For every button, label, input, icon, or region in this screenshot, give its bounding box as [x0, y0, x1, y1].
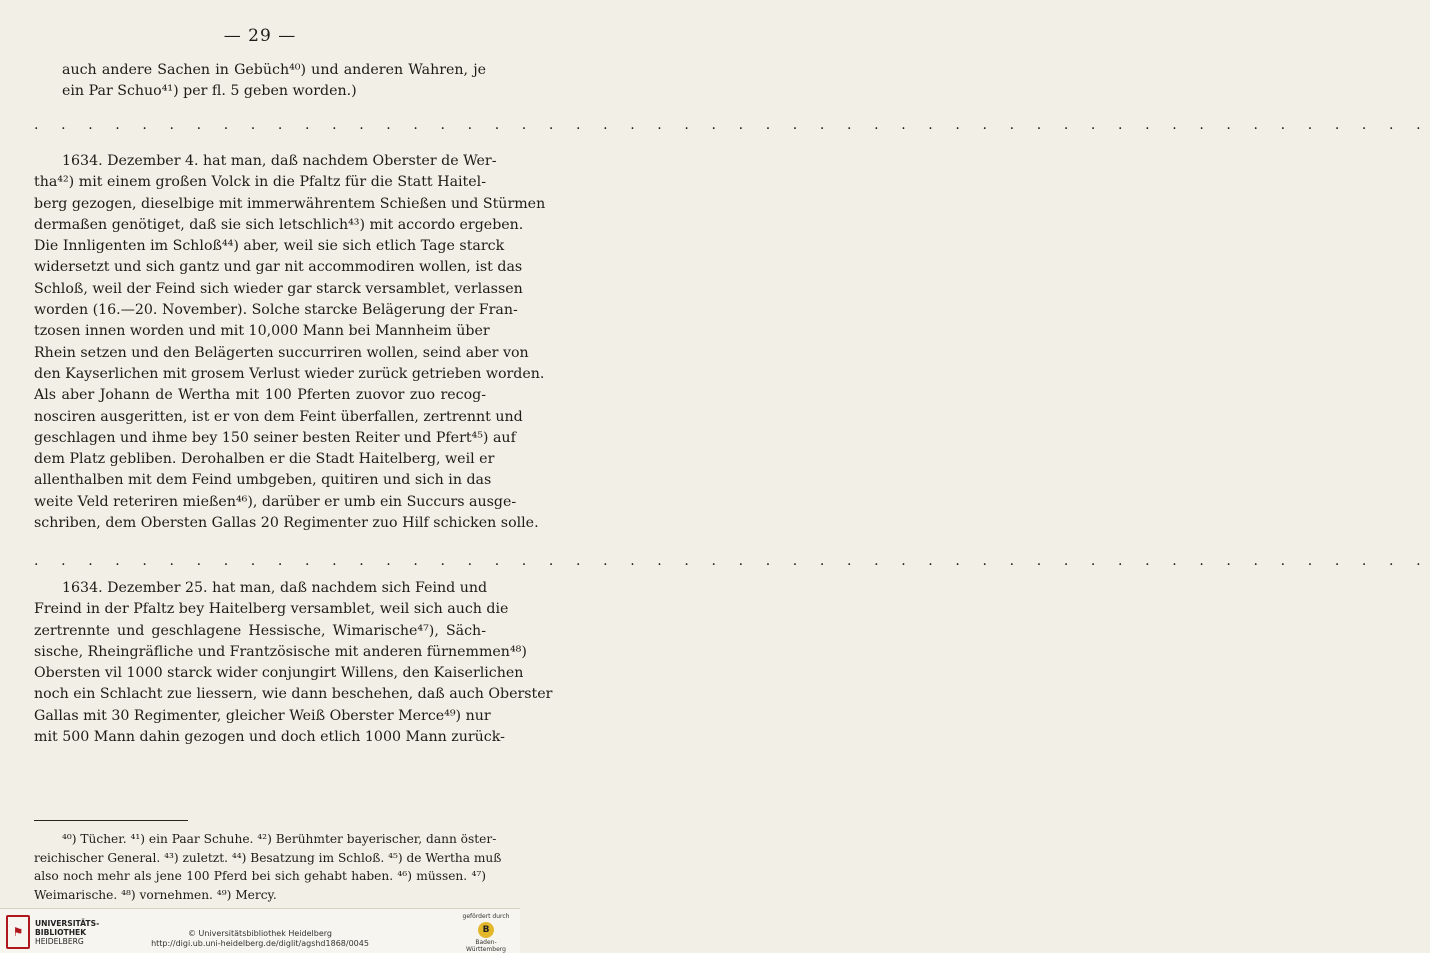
text-line: 1634. Dezember 25. hat man, daß nachdem sich Feind und	[62, 580, 488, 596]
text-line: tha⁴²) mit einem großen Volck in die Pfaltz für die Statt Haitel-	[34, 174, 486, 191]
text-line: 1634. Dezember 4. hat man, daß nachdem Oberster de Wer-	[62, 153, 497, 169]
footnotes	[34, 830, 502, 904]
text-line: noch ein Schlacht zue liessern, wie dann beschehen, daß auch Oberster	[34, 686, 553, 703]
footnote-line: Weimarische. ⁴⁸) vornehmen. ⁴⁹) Mercy.	[34, 887, 277, 902]
text-line: auch andere Sachen in Gebüch⁴⁰) und anderen Wahren, je	[62, 62, 486, 78]
text-line: weite Veld reteriren mießen⁴⁶), darüber er umb ein Succurs ausge-	[34, 493, 517, 510]
funded-by-text: gefördert durch	[462, 913, 510, 920]
paragraph-1634-dez-25	[34, 578, 553, 748]
text-line: zertrennte und geschlagene Hessische, Wimarische⁴⁷), Säch-	[34, 622, 486, 639]
footer-center	[0, 929, 520, 949]
text-line: Obersten vil 1000 starck wider conjungirt Willens, den Kaiserlichen	[34, 665, 524, 682]
text-line: Schloß, weil der Feind sich wieder gar starck versamblet, verlassen	[34, 280, 523, 297]
source-url-link[interactable]: http://digi.ub.uni-heidelberg.de/diglit/agshd1868/0045	[151, 939, 369, 948]
text-line: Die Innligenten im Schloß⁴⁴) aber, weil sie sich etlich Tage starck	[34, 238, 505, 255]
footnote-line: also noch mehr als jene 100 Pferd bei sich gehabt haben. ⁴⁶) müssen. ⁴⁷)	[34, 869, 486, 884]
footnote-rule	[34, 820, 188, 821]
ellipsis-divider: . . . . . . . . . . . . . . . . . . . . . . . . . . . . . . . . . . . . . . . . . . . . . . . . . . . .	[34, 117, 1430, 133]
footnote-line: ⁴⁰) Tücher. ⁴¹) ein Paar Schuhe. ⁴²) Berühmter bayerischer, dann öster-	[62, 832, 497, 846]
text-line: nosciren ausgeritten, ist er von dem Feint überfallen, zertrennt und	[34, 408, 523, 425]
text-line: Gallas mit 30 Regimenter, gleicher Weiß Oberster Merce⁴⁹) nur	[34, 707, 491, 724]
text-line: dem Platz gebliben. Derohalben er die Stadt Haitelberg, weil er	[34, 451, 495, 468]
text-line: geschlagen und ihme bey 150 seiner besten Reiter und Pfert⁴⁵) auf	[34, 429, 516, 446]
text-line: worden (16.—20. November). Solche starcke Belägerung der Fran-	[34, 302, 518, 319]
text-line: allenthalben mit dem Feind umbgeben, quitiren und sich in das	[34, 472, 492, 489]
library-seal-icon: ⚑	[6, 915, 30, 949]
text-line: Freind in der Pfaltz bey Haitelberg versamblet, weil sich auch die	[34, 601, 509, 618]
text-line: sische, Rheingräfliche und Frantzösische mit anderen fürnemmen⁴⁸)	[34, 643, 527, 660]
text-line: berg gezogen, dieselbige mit immerwährentem Schießen und Stürmen	[34, 195, 546, 212]
library-name: UNIVERSITÄTS- BIBLIOTHEK HEIDELBERG	[35, 918, 100, 946]
baden-wuerttemberg-logo[interactable]	[458, 913, 514, 953]
top-lines	[34, 60, 486, 103]
text-line: ein Par Schuo⁴¹) per fl. 5 geben worden.)	[62, 83, 357, 100]
text-line: mit 500 Mann dahin gezogen und doch etlich 1000 Mann zurück-	[34, 729, 505, 746]
text-line: dermaßen genötiget, daß sie sich letschlich⁴³) mit accordo ergeben.	[34, 216, 524, 233]
funder-name: Baden-Württemberg	[466, 939, 506, 953]
copyright-text: © Universitätsbibliothek Heidelberg	[187, 929, 332, 938]
text-line: Als aber Johann de Wertha mit 100 Pferten zuovor zuo recog-	[34, 387, 486, 404]
digitization-footer	[0, 908, 520, 953]
text-line: den Kayserlichen mit grosem Verlust wieder zurück getrieben worden.	[34, 365, 545, 382]
page-number: — 29 —	[223, 26, 297, 46]
paragraph-1634-dez-4	[34, 151, 546, 534]
ellipsis-divider: . . . . . . . . . . . . . . . . . . . . . . . . . . . . . . . . . . . . . . . . . . . . . . . . . . . .	[34, 553, 1430, 569]
text-line: Rhein setzen und den Belägerten succurriren wollen, seind aber von	[34, 344, 529, 361]
text-line: schriben, dem Obersten Gallas 20 Regimenter zuo Hilf schicken solle.	[34, 515, 539, 532]
text-line: widersetzt und sich gantz und gar nit accommodiren wollen, ist das	[34, 259, 523, 276]
footnote-line: reichischer General. ⁴³) zuletzt. ⁴⁴) Besatzung im Schloß. ⁴⁵) de Wertha muß	[34, 850, 502, 865]
state-coat-of-arms-icon: B	[478, 922, 494, 938]
text-line: tzosen innen worden und mit 10,000 Mann bei Mannheim über	[34, 323, 490, 340]
